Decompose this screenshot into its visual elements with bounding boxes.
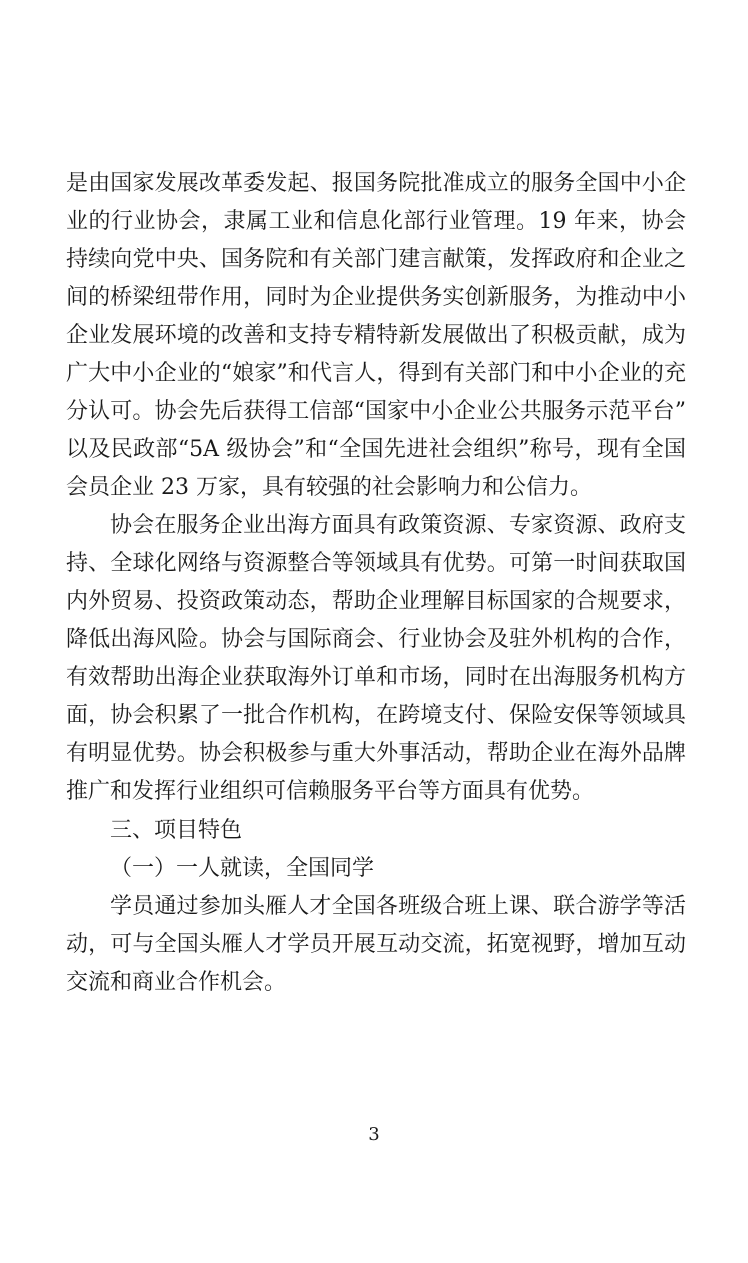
text-line: 降低出海风险。协会与国际商会、行业协会及驻外机构的合作，	[66, 627, 686, 652]
text-line: 持、全球化网络与资源整合等领域具有优势。可第一时间获取国	[66, 551, 686, 576]
text-line: 有效帮助出海企业获取海外订单和市场，同时在出海服务机构方	[66, 665, 686, 690]
subsection-heading: （一）一人就读，全国同学	[110, 856, 375, 881]
text-line: 会员企业 23 万家，具有较强的社会影响力和公信力。	[66, 475, 592, 500]
text-line: 交流和商业合作机会。	[66, 970, 287, 995]
text-line: 以及民政部“5A 级协会”和“全国先进社会组织”称号，现有全国	[66, 437, 686, 462]
text-line: 动，可与全国头雁人才学员开展互动交流，拓宽视野，增加互动	[66, 932, 686, 957]
text-line: 面，协会积累了一批合作机构，在跨境支付、保险安保等领域具	[66, 703, 686, 728]
section-heading: 三、项目特色	[110, 818, 243, 843]
text-line: 内外贸易、投资政策动态，帮助企业理解目标国家的合规要求，	[66, 589, 686, 614]
text-line: 企业发展环境的改善和支持专精特新发展做出了积极贡献，成为	[66, 323, 686, 348]
text-line: 学员通过参加头雁人才全国各班级合班上课、联合游学等活	[110, 894, 686, 919]
text-line: 有明显优势。协会积极参与重大外事活动，帮助企业在海外品牌	[66, 741, 686, 766]
text-line: 是由国家发展改革委发起、报国务院批准成立的服务全国中小企	[66, 171, 686, 196]
text-line: 推广和发挥行业组织可信赖服务平台等方面具有优势。	[66, 779, 595, 804]
text-line: 持续向党中央、国务院和有关部门建言献策，发挥政府和企业之	[66, 247, 686, 272]
text-line: 业的行业协会，隶属工业和信息化部行业管理。19 年来，协会	[66, 209, 686, 234]
text-line: 间的桥梁纽带作用，同时为企业提供务实创新服务，为推动中小	[66, 285, 686, 310]
text-line: 协会在服务企业出海方面具有政策资源、专家资源、政府支	[110, 513, 686, 538]
text-line: 广大中小企业的“娘家”和代言人，得到有关部门和中小企业的充	[66, 361, 686, 386]
text-line: 分认可。协会先后获得工信部“国家中小企业公共服务示范平台”	[66, 399, 686, 424]
page-number: 3	[368, 1124, 380, 1145]
